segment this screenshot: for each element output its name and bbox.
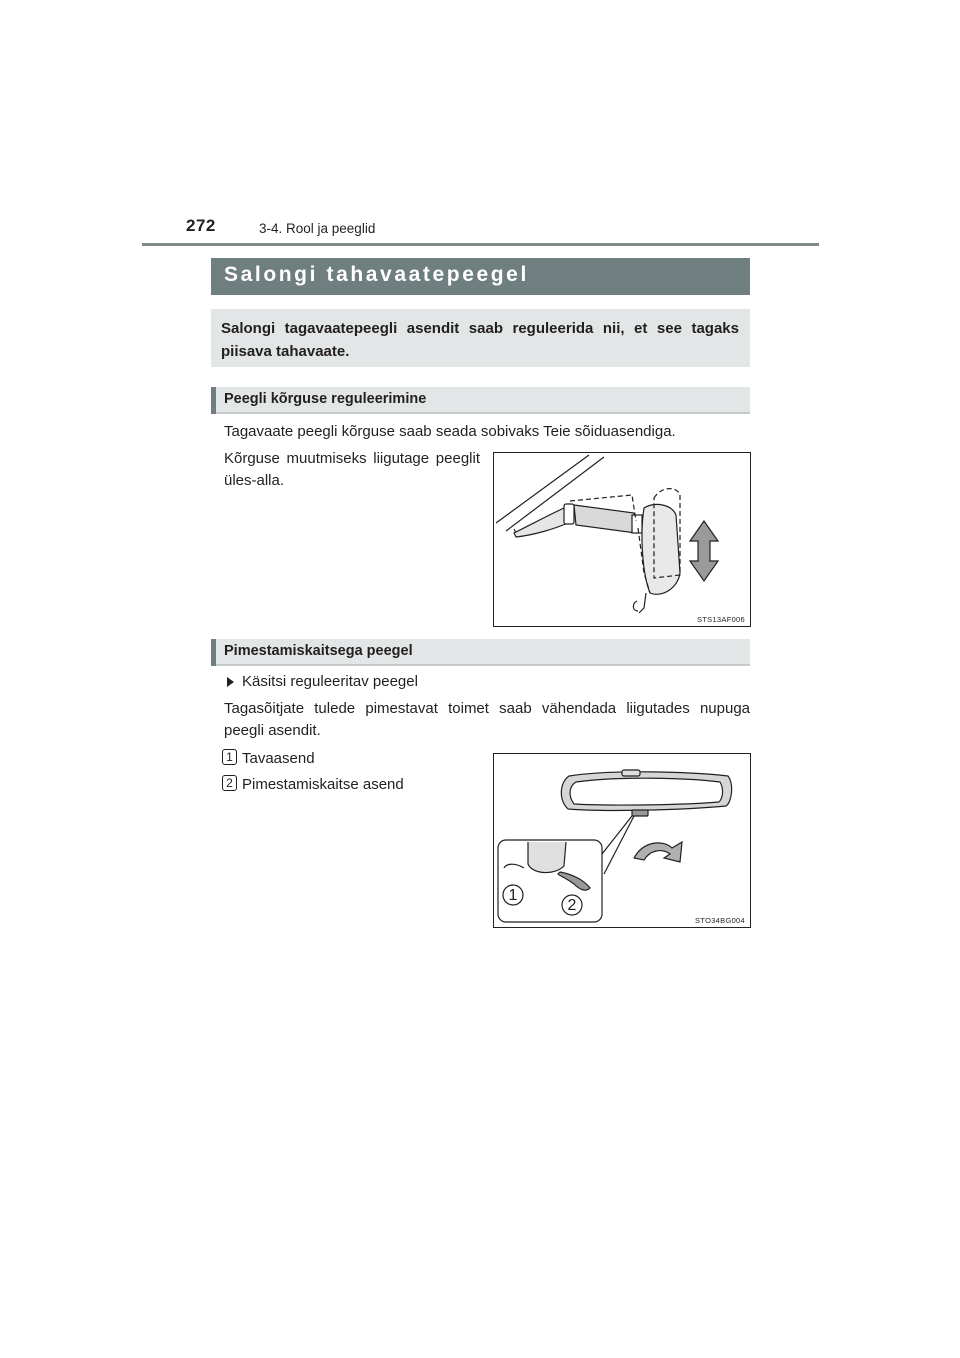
figure-label-1: 1 — [508, 887, 518, 904]
mirror-height-illustration — [494, 453, 750, 626]
subheading-anti-glare-label: Pimestamiskaitsega peegel — [224, 643, 413, 659]
item-label: Tavaasend — [242, 750, 315, 767]
intro-text: Salongi tagavaatepeegli asendit saab reguleerida nii, et see tagaks piisava tahavaate. — [221, 320, 739, 360]
header-rule — [142, 243, 819, 246]
bullet-triangle-icon — [227, 677, 234, 687]
height-adjust-instruction: Kõrguse muutmiseks liigutage peeglit üles-alla. — [224, 450, 480, 489]
breadcrumb: 3-4. Rool ja peeglid — [259, 221, 376, 236]
anti-glare-bullet: Käsitsi reguleeritav peegel — [242, 673, 418, 690]
figure-label-2: 2 — [567, 897, 577, 914]
figure-anti-glare-mirror — [493, 753, 751, 928]
section-title-bar — [211, 258, 750, 295]
section-title: Salongi tahavaatepeegel — [224, 263, 529, 286]
item-number-badge: 1 — [222, 749, 237, 765]
subheading-anti-glare — [211, 639, 750, 666]
subheading-height-adjust-label: Peegli kõrguse reguleerimine — [224, 391, 427, 407]
page-number: 272 — [186, 216, 216, 235]
subheading-height-adjust — [211, 387, 750, 414]
anti-glare-mirror-illustration — [494, 754, 750, 927]
intro-box — [211, 309, 750, 367]
height-adjust-paragraph: Tagavaate peegli kõrguse saab seada sobivaks Teie sõiduasendiga. — [224, 423, 676, 440]
anti-glare-paragraph: Tagasõitjate tulede pimestavat toimet saab vähendada liigutades nupuga peegli asendit. — [224, 700, 750, 739]
figure-mirror-height — [493, 452, 751, 627]
figure-code: STO34BG004 — [695, 916, 745, 925]
item-number-badge: 2 — [222, 775, 237, 791]
item-label: Pimestamiskaitse asend — [242, 776, 404, 793]
figure-code: STS13AF006 — [696, 615, 745, 624]
